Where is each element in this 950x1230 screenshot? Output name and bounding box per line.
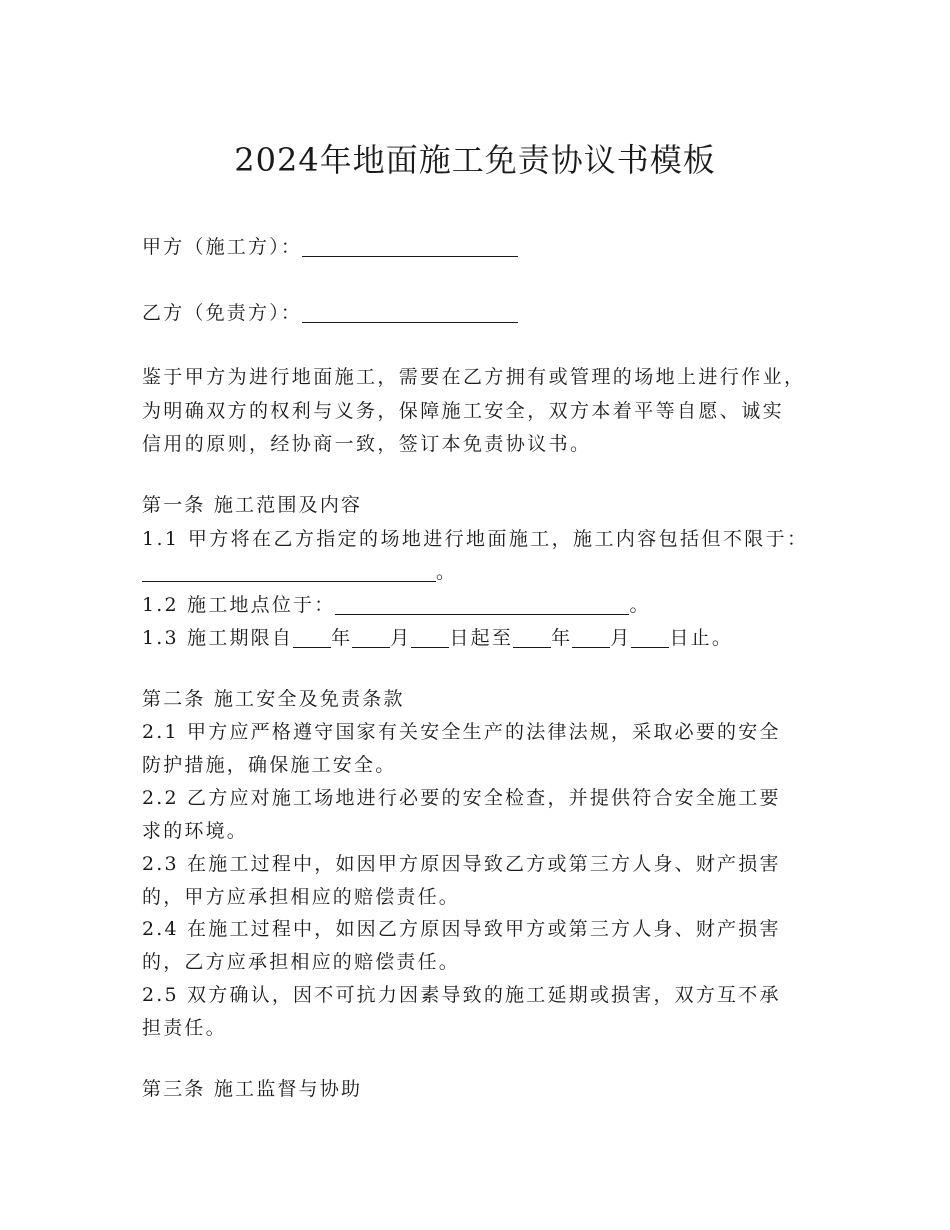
clause-1-1-blank-line — [142, 557, 457, 584]
year-label: 年 — [331, 627, 353, 649]
start-month-blank[interactable] — [352, 627, 390, 648]
clause-1-2 — [142, 590, 651, 617]
start-year-blank[interactable] — [293, 627, 331, 648]
clause-1-2-label: 1.2 施工地点位于： — [142, 594, 336, 616]
month-label: 月 — [610, 627, 632, 649]
clause-line: 求的环境。 — [142, 820, 249, 842]
clause-line: 的，乙方应承担相应的赔偿责任。 — [142, 951, 461, 973]
clause-line: 2.2 乙方应对施工场地进行必要的安全检查，并提供符合安全施工要 — [142, 787, 781, 809]
clause-line: 2.3 在施工过程中，如因甲方原因导致乙方或第三方人身、财产损害 — [142, 853, 781, 875]
day-label: 日起至 — [449, 627, 514, 649]
scope-blank[interactable] — [142, 561, 436, 582]
clause-period: 。 — [629, 594, 651, 616]
end-year-blank[interactable] — [513, 627, 551, 648]
start-day-blank[interactable] — [411, 627, 449, 648]
location-blank[interactable] — [335, 594, 629, 615]
clause-line: 2.1 甲方应严格遵守国家有关安全生产的法律法规，采取必要的安全 — [142, 721, 781, 743]
day-label: 日止。 — [669, 627, 734, 649]
party-b-line — [142, 298, 518, 325]
article-heading: 第三条 施工监督与协助 — [142, 1078, 363, 1100]
clause-line: 担责任。 — [142, 1017, 227, 1039]
party-a-blank[interactable] — [302, 236, 518, 257]
party-a-label: 甲方（施工方）： — [142, 236, 303, 258]
end-day-blank[interactable] — [631, 627, 669, 648]
clause-1-3-label: 1.3 施工期限自 — [142, 627, 294, 649]
clause-line: 防护措施，确保施工安全。 — [142, 754, 397, 776]
clause-line: 2.5 双方确认，因不可抗力因素导致的施工延期或损害，双方互不承 — [142, 984, 781, 1006]
month-label: 月 — [390, 627, 412, 649]
party-a-line — [142, 232, 518, 259]
party-b-label: 乙方（免责方）： — [142, 302, 303, 324]
article-heading: 第一条 施工范围及内容 — [142, 494, 363, 516]
clause-1-3 — [142, 623, 733, 650]
clause-1-1: 1.1 甲方将在乙方指定的场地进行地面施工，施工内容包括但不限于： — [142, 528, 809, 550]
preamble-line: 信用的原则，经协商一致，签订本免责协议书。 — [142, 433, 592, 455]
party-b-blank[interactable] — [302, 302, 518, 323]
preamble-line: 鉴于甲方为进行地面施工，需要在乙方拥有或管理的场地上进行作业， — [142, 366, 806, 388]
clause-line: 2.4 在施工过程中，如因乙方原因导致甲方或第三方人身、财产损害 — [142, 918, 781, 940]
document-title: 2024年地面施工免责协议书模板 — [234, 141, 716, 179]
year-label: 年 — [551, 627, 573, 649]
end-month-blank[interactable] — [572, 627, 610, 648]
clause-line: 的，甲方应承担相应的赔偿责任。 — [142, 886, 461, 908]
article-heading: 第二条 施工安全及免责条款 — [142, 688, 405, 710]
preamble-line: 为明确双方的权利与义务，保障施工安全，双方本着平等自愿、诚实 — [142, 400, 785, 422]
clause-period: 。 — [436, 561, 458, 583]
